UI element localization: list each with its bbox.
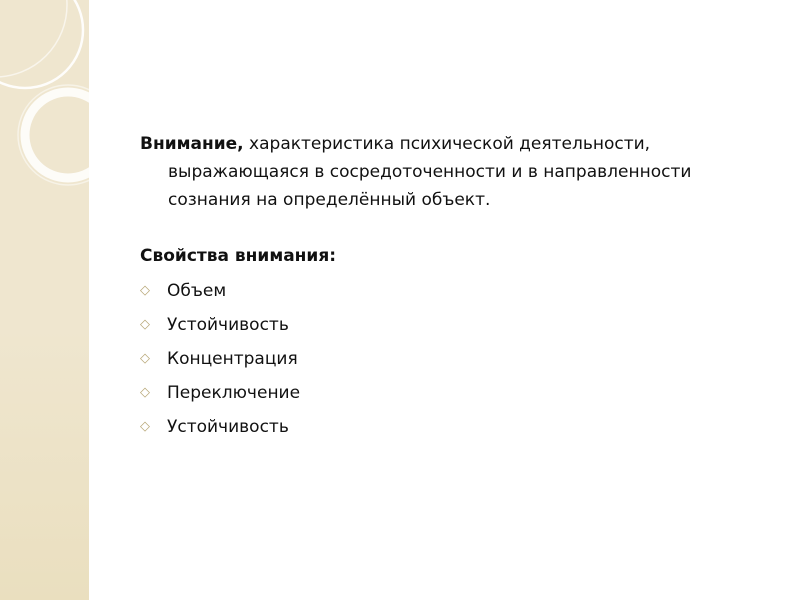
definition-term: Внимание, xyxy=(140,134,244,154)
definition-paragraph xyxy=(140,130,760,214)
list-item xyxy=(140,410,760,444)
decorative-rings-icon xyxy=(0,0,89,600)
list-item xyxy=(140,342,760,376)
list-item-label: Устойчивость xyxy=(167,315,289,335)
list-item-label: Устойчивость xyxy=(167,417,289,437)
properties-heading: Свойства внимания: xyxy=(140,246,337,266)
list-item xyxy=(140,376,760,410)
diamond-bullet-icon: ◇ xyxy=(140,385,150,400)
list-item xyxy=(140,308,760,342)
diamond-bullet-icon: ◇ xyxy=(140,419,150,434)
list-item-label: Переключение xyxy=(167,383,301,403)
diamond-bullet-icon: ◇ xyxy=(140,317,150,332)
diamond-bullet-icon: ◇ xyxy=(140,283,150,298)
definition-text: характеристика психической деятельности, выражающаяся в сосредоточенности и в направленности сознания на определённый объект. xyxy=(168,134,692,210)
list-item-label: Концентрация xyxy=(167,349,298,369)
slide-content xyxy=(140,130,760,444)
list-item xyxy=(140,274,760,308)
properties-list xyxy=(140,274,760,444)
diamond-bullet-icon: ◇ xyxy=(140,351,150,366)
decorative-side-band xyxy=(0,0,89,600)
list-item-label: Объем xyxy=(167,281,227,301)
